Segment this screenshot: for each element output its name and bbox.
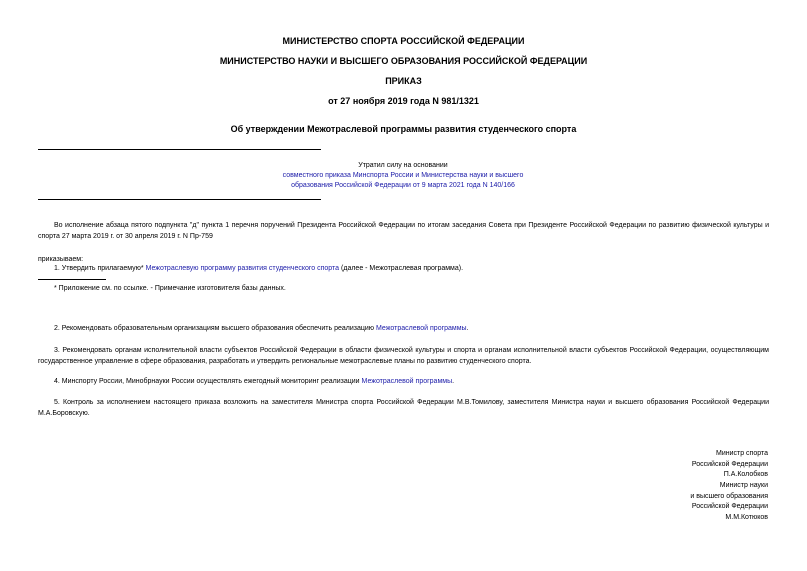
status-note-line: Утратил силу на основании: [358, 162, 448, 169]
footnote: * Приложение см. по ссылке. - Примечание изготовителя базы данных.: [54, 285, 286, 292]
signature-line: Российской Федерации: [691, 503, 768, 510]
item-1: [38, 264, 769, 275]
divider-bottom: [38, 199, 321, 200]
item-4-prefix: 4. Минспорту России, Минобрнауки России осуществлять ежегодный мониторинг реализации: [54, 378, 360, 385]
signature-name: М.М.Котюков: [725, 513, 768, 521]
item-4-suffix: .: [452, 378, 455, 385]
ministry-science-heading: МИНИСТЕРСТВО НАУКИ И ВЫСШЕГО ОБРАЗОВАНИЯ РОССИЙСКОЙ ФЕДЕРАЦИИ: [219, 56, 588, 66]
signature-sport: [692, 449, 768, 481]
status-note: [200, 161, 606, 191]
signature-line: Министр спорта: [715, 450, 768, 457]
signature-name: П.А.Колобков: [723, 471, 768, 478]
repeal-order-link-cont[interactable]: образования Российской Федерации от 9 марта 2021 года N 140/166: [291, 182, 515, 189]
doc-type-heading: ПРИКАЗ: [385, 76, 422, 86]
date-number-heading: от 27 ноября 2019 года N 981/1321: [328, 96, 479, 106]
program-link-4[interactable]: Межотраслевой программы: [361, 378, 453, 385]
repeal-order-link[interactable]: совместного приказа Минспорта России и Министерства науки и высшего: [282, 172, 524, 179]
item-2: [38, 324, 769, 335]
item-2-prefix: 2. Рекомендовать образовательным организациям высшего образования обеспечить реализацию: [54, 325, 375, 332]
signature-line: Российской Федерации: [691, 460, 768, 468]
program-link-2[interactable]: Межотраслевой программы: [376, 325, 467, 332]
footnote-divider: [38, 279, 106, 280]
program-link[interactable]: Межотраслевую программу развития студенческого спорта: [145, 265, 340, 272]
document-title: Об утверждении Межотраслевой программы развития студенческого спорта: [230, 124, 577, 134]
item-4: [38, 377, 769, 388]
item-1-prefix: 1. Утвердить прилагаемую*: [54, 265, 144, 272]
order-word: приказываем:: [38, 256, 84, 263]
item-5: 5. Контроль за исполнением настоящего приказа возложить на заместителя Министра спорта Российской Федерации М.В.Томилову, заместителя Министра науки и высшего образования Российской Федерации М.А.Боровскую.: [38, 399, 769, 417]
signature-line: и высшего образования: [690, 492, 768, 500]
signature-line: Министр науки: [719, 482, 768, 489]
item-1-suffix: (далее - Межотраслевая программа).: [341, 265, 464, 272]
item-2-suffix: .: [466, 325, 469, 332]
divider-top: [38, 149, 321, 150]
preamble-paragraph: Во исполнение абзаца пятого подпункта "д" пункта 1 перечня поручений Президента Российской Федерации по итогам заседания Совета при Президенте Российской Федерации по развитию физической культуры и спорта 27 марта 2019 г. от 30 апреля 2019 г. N Пр-759: [38, 222, 769, 240]
ministry-sport-heading: МИНИСТЕРСТВО СПОРТА РОССИЙСКОЙ ФЕДЕРАЦИИ: [282, 36, 525, 46]
item-3: 3. Рекомендовать органам исполнительной власти субъектов Российской Федерации в области физической культуры и спорта и органам исполнительной власти субъектов Российской Федерации, осуществляющим государственное управление в сфере образования, разработать и утвердить региональные межотраслевые планы по развитию студенческого спорта.: [38, 347, 769, 365]
signature-science: [690, 481, 768, 523]
